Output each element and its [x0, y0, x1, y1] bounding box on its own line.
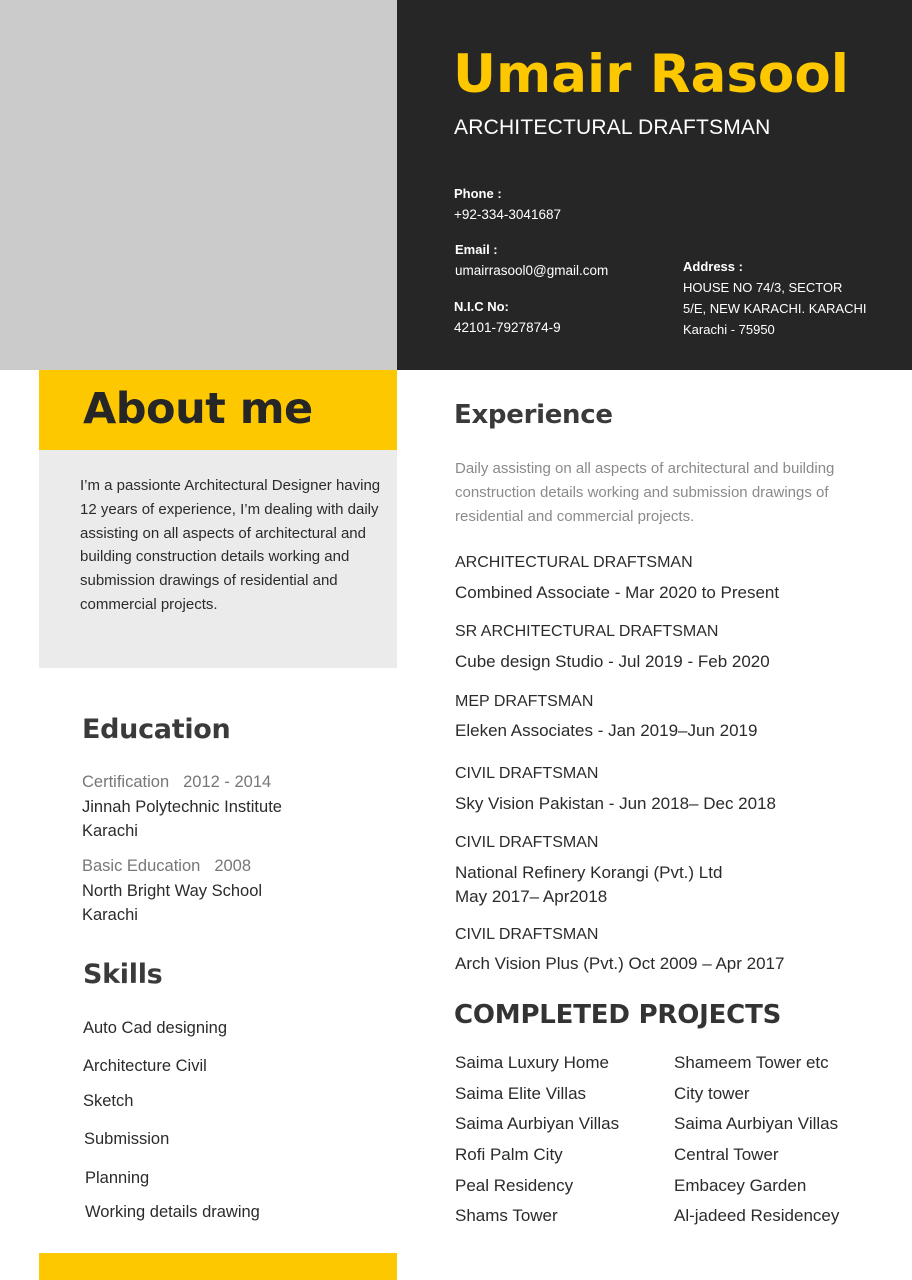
- project-item: Shams Tower: [455, 1206, 558, 1225]
- project-item: Rofi Palm City: [455, 1145, 563, 1164]
- project-item: Al-jadeed Residencey: [674, 1206, 840, 1225]
- job-role: SR ARCHITECTURAL DRAFTSMAN: [455, 623, 719, 640]
- project-item: Peal Residency: [455, 1176, 574, 1195]
- candidate-name: Umair Rasool: [453, 44, 849, 105]
- skill-item: Architecture Civil: [83, 1057, 207, 1075]
- skill-item: Auto Cad designing: [83, 1019, 228, 1037]
- education-years: 2012 - 2014: [183, 773, 272, 791]
- job-role: ARCHITECTURAL DRAFTSMAN: [455, 554, 693, 571]
- about-heading: About me: [83, 384, 313, 434]
- skills-heading: Skills: [83, 959, 163, 990]
- about-text: I’m a passionte Architectural Designer having 12 years of experience, I’m dealing with daily assisting on all aspects of architectural and building construction details working and submission drawings of residential and commercial projects.: [80, 477, 381, 613]
- education-city: Karachi: [82, 822, 138, 840]
- job-detail: Combined Associate - Mar 2020 to Present: [455, 583, 780, 602]
- skill-item: Sketch: [83, 1092, 134, 1110]
- phone-value: +92-334-3041687: [454, 207, 561, 222]
- project-item: Saima Aurbiyan Villas: [455, 1114, 620, 1133]
- experience-summary: Daily assisting on all aspects of architectural and building construction details working and submission drawings of residential and commercial projects.: [455, 460, 835, 525]
- job-role: CIVIL DRAFTSMAN: [455, 926, 599, 943]
- job-detail: National Refinery Korangi (Pvt.) Ltd: [455, 863, 723, 882]
- education-school: North Bright Way School: [82, 882, 263, 900]
- job-detail-dates: May 2017– Apr2018: [455, 887, 608, 906]
- projects-heading: COMPLETED PROJECTS: [454, 1000, 782, 1030]
- experience-heading: Experience: [454, 400, 613, 430]
- nic-label: N.I.C No:: [454, 299, 509, 314]
- candidate-title: ARCHITECTURAL DRAFTSMAN: [454, 116, 771, 139]
- education-school: Jinnah Polytechnic Institute: [82, 798, 282, 816]
- education-heading: Education: [82, 714, 231, 745]
- email-label: Email :: [455, 242, 498, 257]
- project-item: Saima Elite Villas: [455, 1084, 587, 1103]
- job-detail: Arch Vision Plus (Pvt.) Oct 2009 – Apr 2017: [455, 954, 785, 973]
- education-years: 2008: [214, 857, 252, 875]
- project-item: Central Tower: [674, 1145, 779, 1164]
- project-item: Saima Luxury Home: [455, 1053, 610, 1072]
- job-detail: Eleken Associates - Jan 2019–Jun 2019: [455, 721, 758, 740]
- job-role: CIVIL DRAFTSMAN: [455, 765, 599, 782]
- education-city: Karachi: [82, 906, 138, 924]
- education-item-meta: [82, 857, 251, 876]
- project-item: City tower: [674, 1084, 750, 1103]
- address-line-1: HOUSE NO 74/3, SECTOR: [683, 280, 843, 295]
- project-item: Saima Aurbiyan Villas: [674, 1114, 839, 1133]
- job-role: CIVIL DRAFTSMAN: [455, 834, 599, 851]
- skill-item: Planning: [85, 1169, 150, 1187]
- address-line-2: 5/E, NEW KARACHI. KARACHI: [683, 301, 867, 316]
- address-label: Address :: [683, 259, 743, 274]
- email-value[interactable]: umairrasool0@gmail.com: [455, 263, 609, 278]
- address-line-3: Karachi - 75950: [683, 322, 775, 337]
- project-item: Embacey Garden: [674, 1176, 807, 1195]
- phone-label: Phone :: [454, 186, 502, 201]
- job-detail: Sky Vision Pakistan - Jun 2018– Dec 2018: [455, 794, 776, 813]
- skill-item: Working details drawing: [85, 1203, 260, 1221]
- education-type: Basic Education: [82, 857, 201, 875]
- project-item: Shameem Tower etc: [674, 1053, 829, 1072]
- education-type: Certification: [82, 773, 170, 791]
- education-item-meta: [82, 773, 271, 792]
- job-role: MEP DRAFTSMAN: [455, 693, 594, 710]
- job-detail: Cube design Studio - Jul 2019 - Feb 2020: [455, 652, 770, 671]
- profile-photo-placeholder: [0, 0, 397, 370]
- skill-item: Submission: [84, 1130, 170, 1148]
- nic-value: 42101-7927874-9: [454, 320, 561, 335]
- footer-accent-bar: [39, 1253, 397, 1280]
